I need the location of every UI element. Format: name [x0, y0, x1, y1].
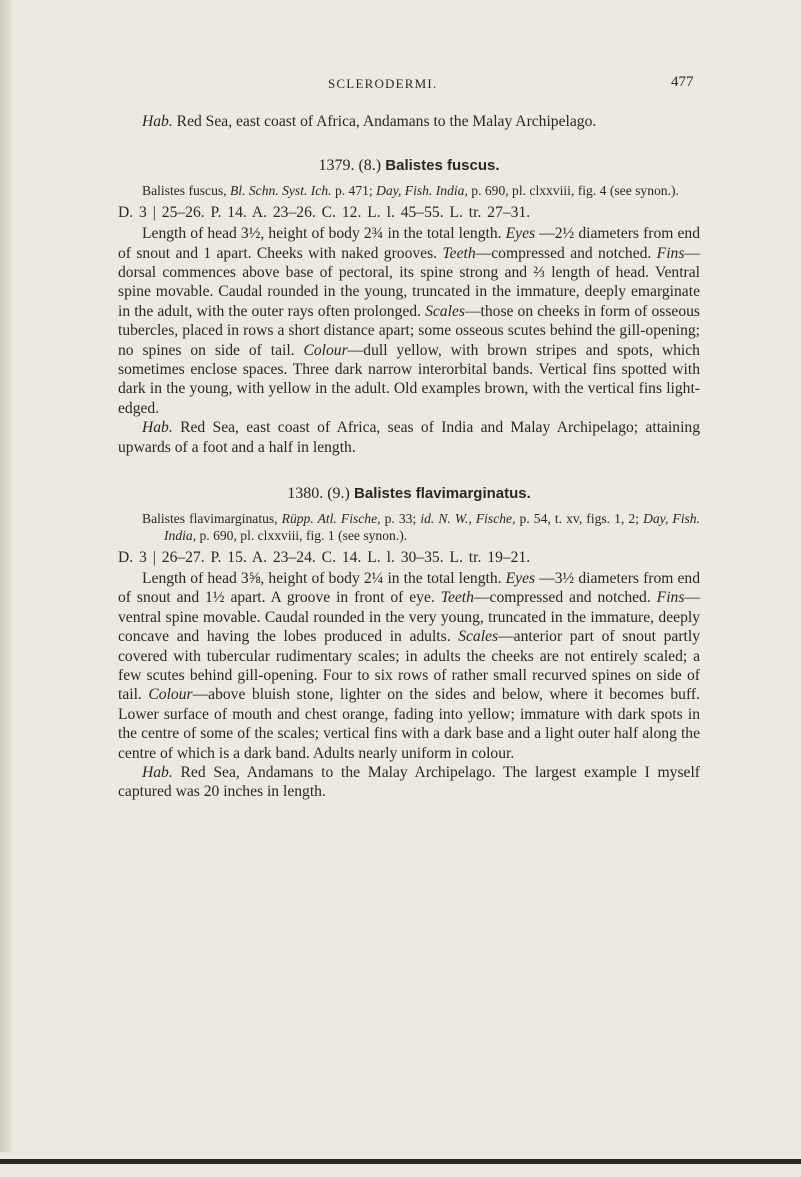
synonymy: [118, 182, 700, 199]
intro-habitat: [118, 112, 700, 131]
italic-run: Teeth: [440, 589, 474, 607]
text-run: —dull yellow, with brown stripes and spots, which sometimes enclose spaces. Three dark narrow interorbital bands. Vertical fins spotted with dark in the young, with yellow in the adult. Old examples brown, with the vertical fins light-edged.: [118, 341, 700, 417]
species-entry: [118, 156, 700, 457]
italic-run: Colour: [148, 686, 193, 704]
bottom-shadow-line: [0, 1159, 801, 1164]
habitat: [118, 763, 700, 802]
text-run: p. 690, pl. clxxviii, fig. 1 (see synon.).: [196, 527, 408, 543]
species-number: 1380. (9.): [287, 485, 350, 503]
text-run: —3½ diameters from end of snout and 1½ apart. A groove in front of eye.: [118, 569, 700, 607]
synonymy: [118, 510, 700, 544]
text-run: —above bluish stone, lighter on the sides and below, where it becomes buff. Lower surface of mouth and chest orange, fading into yellow; immature with dark spots in the centre of some of the scales; vertical fins with a dark base and a light outer half along the centre of which is a dark band. Adults nearly uniform in colour.: [118, 686, 700, 762]
species-heading: [118, 484, 700, 503]
text-run: Length of head 3½, height of body 2¾ in the total length.: [142, 225, 506, 243]
hab-text: Red Sea, east coast of Africa, Andamans to the Malay Archipelago.: [172, 113, 597, 130]
text-run: Red Sea, Andamans to the Malay Archipelago. The largest example I myself captured was 20 inches in length.: [118, 763, 700, 801]
text-run: —anterior part of snout partly covered with tubercular rudimentary scales; in adults the cheeks are not entirely scaled; a few scutes behind gill-opening. Four to six rows of rather small recurved spines on side of tail.: [118, 628, 700, 704]
description: [118, 224, 700, 418]
species-number: 1379. (8.): [318, 157, 382, 175]
species-heading: [118, 156, 700, 175]
italic-run: Colour: [303, 341, 348, 359]
text-run: —compressed and notched.: [475, 244, 657, 262]
italic-run: Teeth: [442, 244, 476, 262]
italic-run: Bl. Schn. Syst. Ich.: [229, 182, 332, 198]
hab-label: Hab.: [142, 113, 173, 130]
page-number: 477: [671, 74, 694, 90]
page-body: [118, 68, 700, 802]
text-run: p. 690, pl. clxxviii, fig. 4 (see synon.).: [467, 182, 679, 198]
italic-run: Eyes: [505, 569, 536, 587]
page-binding-edge: [0, 0, 14, 1177]
italic-run: Scales: [425, 302, 465, 320]
text-run: Length of head 3⅝, height of body 2¼ in the total length.: [142, 569, 506, 587]
species-name: Balistes flavimarginatus.: [354, 485, 531, 503]
page-bottom-edge: [0, 1152, 801, 1177]
description: [118, 569, 700, 763]
text-run: p. 471;: [331, 182, 377, 198]
italic-run: Scales: [458, 628, 499, 646]
italic-run: id. N. W., Fische,: [420, 510, 516, 526]
text-run: Balistes fuscus,: [142, 182, 230, 198]
text-run: p. 33;: [380, 510, 421, 526]
text-run: —those on cheeks in form of osseous tubercles, placed in rows a short distance apart; some osseous scutes behind the gill-opening; no spines on side of tail.: [118, 302, 700, 359]
running-head-title: SCLERODERMI.: [328, 76, 438, 91]
fin-formula: D. 3 | 25–26. P. 14. A. 23–26. C. 12. L. l. 45–55. L. tr. 27–31.: [118, 203, 531, 221]
italic-run: Fins: [656, 589, 685, 607]
text-run: —dorsal commences above base of pectoral, its spine strong and ⅔ length of head. Ventral spine movable. Caudal rounded in the young, truncated in the immature, deeply emarginate in the adult, with the outer rays often prolonged.: [118, 244, 700, 320]
fin-formula: D. 3 | 26–27. P. 15. A. 23–24. C. 14. L. l. 30–35. L. tr. 19–21.: [118, 548, 531, 566]
text-run: Red Sea, east coast of Africa, seas of India and Malay Archipelago; attaining upwards of a foot and a half in length.: [118, 419, 700, 456]
species-name: Balistes fuscus.: [385, 157, 500, 175]
species-entry: [118, 484, 700, 802]
italic-run: Day, Fish. India,: [376, 182, 468, 198]
italic-run: Fins: [656, 244, 685, 262]
habitat: [118, 418, 700, 457]
text-run: —compressed and notched.: [473, 589, 657, 607]
italic-run: Rüpp. Atl. Fische,: [281, 510, 381, 526]
text-run: —2½ diameters from end of snout and 1 apart. Cheeks with naked grooves.: [118, 225, 700, 262]
italic-run: Eyes: [505, 225, 536, 243]
italic-run: Day, Fish. India,: [164, 510, 700, 543]
text-run: p. 54, t. xv, figs. 1, 2;: [515, 510, 644, 526]
italic-run: Hab.: [142, 419, 173, 437]
text-run: Balistes flavimarginatus,: [142, 510, 282, 526]
italic-run: Hab.: [142, 763, 173, 781]
text-run: —ventral spine movable. Caudal rounded in the very young, truncated in the immature, deeply concave and having the lobes produced in adults.: [118, 589, 700, 646]
